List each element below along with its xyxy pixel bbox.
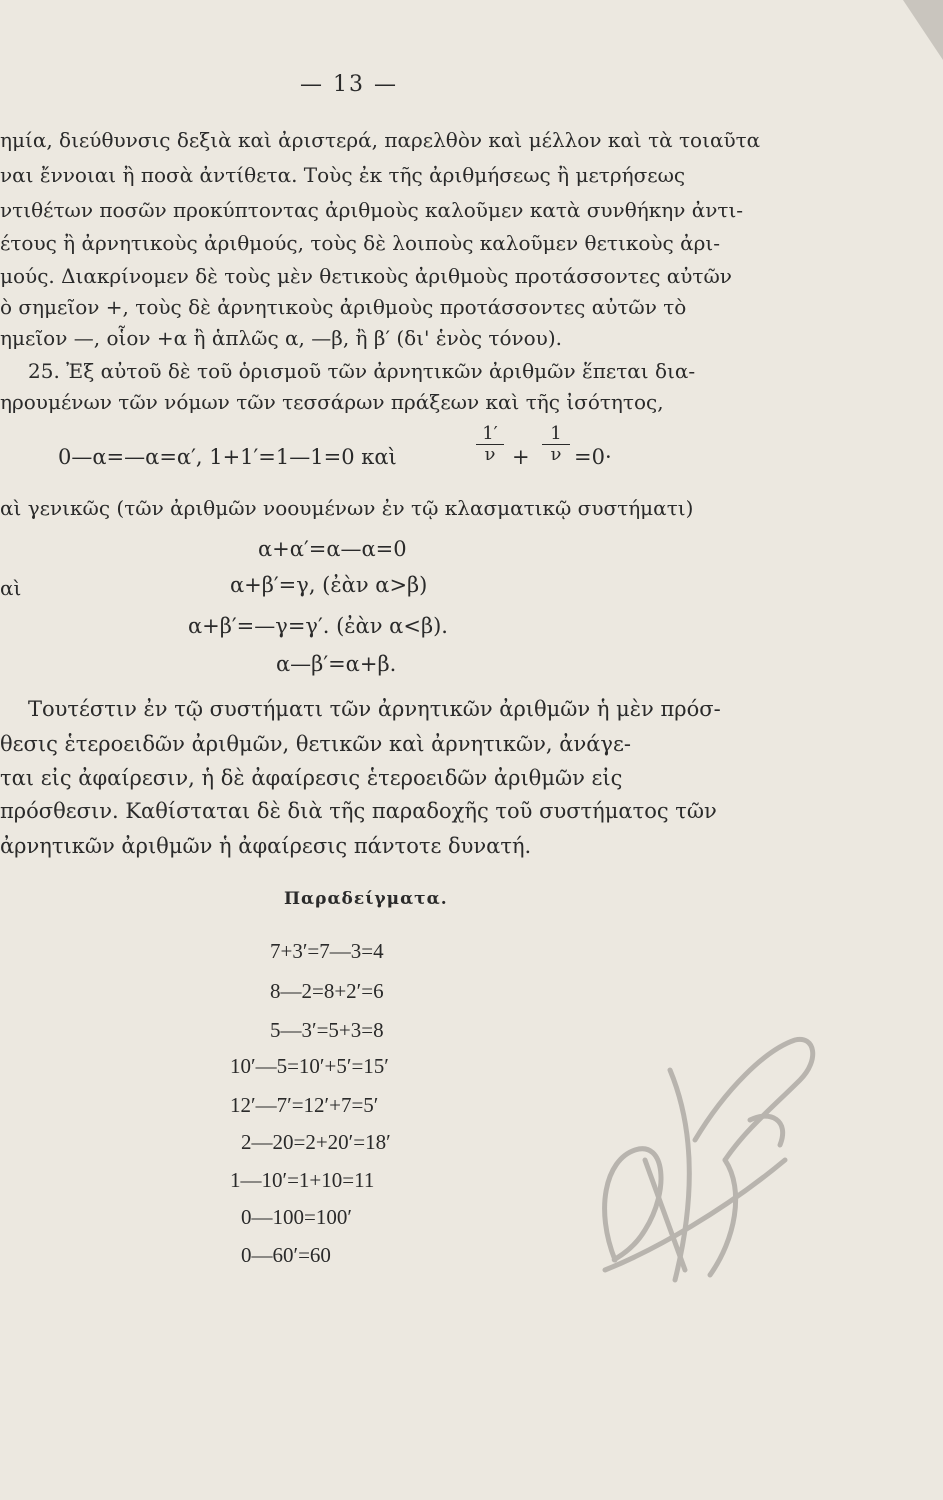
fraction-1 [476, 424, 504, 465]
fraction-numerator: 1 [550, 423, 562, 444]
text-line: ναι ἔννοιαι ἢ ποσὰ ἀντίθετα. Τοὺς ἐκ τῆς ἀριθμήσεως ἢ μετρήσεως [0, 163, 686, 187]
text-line: ημεῖον —, οἷον +α ἢ ἁπλῶς α, —β, ἢ β′ (δι' ἑνὸς τόνου). [0, 326, 563, 350]
paragraph-line: θεσις ἑτεροειδῶν ἀριθμῶν, θετικῶν καὶ ἀρνητικῶν, ἀνάγε- [0, 732, 631, 756]
paragraph-line: Τουτέστιν ἐν τῷ συστήματι τῶν ἀρνητικῶν ἀριθμῶν ἡ μὲν πρόσ- [28, 697, 721, 721]
handwritten-signature [575, 1010, 835, 1310]
equation-tail: =0· [574, 445, 612, 469]
example-line: 8—2=8+2′=6 [270, 979, 384, 1003]
fraction-numerator: 1′ [482, 423, 498, 444]
page-corner-shadow [903, 0, 943, 60]
fraction-denominator: ν [484, 444, 496, 465]
example-line: 12′—7′=12′+7=5′ [230, 1093, 379, 1117]
text-line: ντιθέτων ποσῶν προκύπτοντας ἀριθμοὺς καλοῦμεν κατὰ συνθήκην ἀντι- [0, 198, 744, 222]
example-line: 1—10′=1+10=11 [230, 1168, 375, 1192]
formula-1: α+α′=α—α=0 [258, 537, 407, 561]
paragraph-line: πρόσθεσιν. Καθίσταται δὲ διὰ τῆς παραδοχῆς τοῦ συστήματος τῶν [0, 799, 717, 823]
section-25-line: 25. Ἐξ αὐτοῦ δὲ τοῦ ὁρισμοῦ τῶν ἀρνητικῶν ἀριθμῶν ἕπεται δια- [28, 359, 696, 383]
text-line: ημία, διεύθυνσις δεξιὰ καὶ ἀριστερά, παρελθὸν καὶ μέλλον καὶ τὰ τοιαῦτα [0, 128, 761, 152]
example-line: 2—20=2+20′=18′ [241, 1130, 391, 1154]
text-line: μούς. Διακρίνομεν δὲ τοὺς μὲν θετικοὺς ἀριθμοὺς προτάσσοντες αὐτῶν [0, 264, 732, 288]
example-line: 0—100=100′ [241, 1205, 352, 1229]
example-line: 5—3′=5+3=8 [270, 1018, 384, 1042]
formula-3: α+β′=—γ=γ′. (ἐὰν α<β). [188, 614, 448, 638]
general-line: αὶ γενικῶς (τῶν ἀριθμῶν νοουμένων ἐν τῷ κλασματικῷ συστήματι) [0, 496, 694, 520]
fraction-2 [542, 424, 570, 465]
text-line: έτους ἢ ἀρνητικοὺς ἀριθμούς, τοὺς δὲ λοιποὺς καλοῦμεν θετικοὺς ἀρι- [0, 231, 720, 255]
formula-2: α+β′=γ, (ἐὰν α>β) [230, 573, 428, 597]
text-line: ηρουμένων τῶν νόμων τῶν τεσσάρων πράξεων καὶ τῆς ἰσότητος, [0, 390, 664, 414]
page-number: — 13 — [300, 72, 398, 97]
paragraph-line: ται εἰς ἀφαίρεσιν, ἡ δὲ ἀφαίρεσις ἑτεροειδῶν ἀριθμῶν εἰς [0, 766, 623, 790]
formula-4: α—β′=α+β. [276, 652, 397, 676]
fraction-denominator: ν [550, 444, 562, 465]
plus-sign: + [512, 445, 530, 469]
examples-heading: Παραδείγματα. [284, 889, 448, 909]
example-line: 10′—5=10′+5′=15′ [230, 1054, 389, 1078]
text-line: ὸ σημεῖον +, τοὺς δὲ ἀρνητικοὺς ἀριθμοὺς προτάσσοντες αὐτῶν τὸ [0, 295, 687, 319]
example-line: 7+3′=7—3=4 [270, 939, 384, 963]
main-equation: 0—α=—α=α′, 1+1′=1—1=0 καὶ [58, 445, 397, 469]
paragraph-line: ἀρνητικῶν ἀριθμῶν ἡ ἀφαίρεσις πάντοτε δυνατή. [0, 834, 532, 858]
example-line: 0—60′=60 [241, 1243, 331, 1267]
formula-kai: αὶ [0, 576, 22, 600]
